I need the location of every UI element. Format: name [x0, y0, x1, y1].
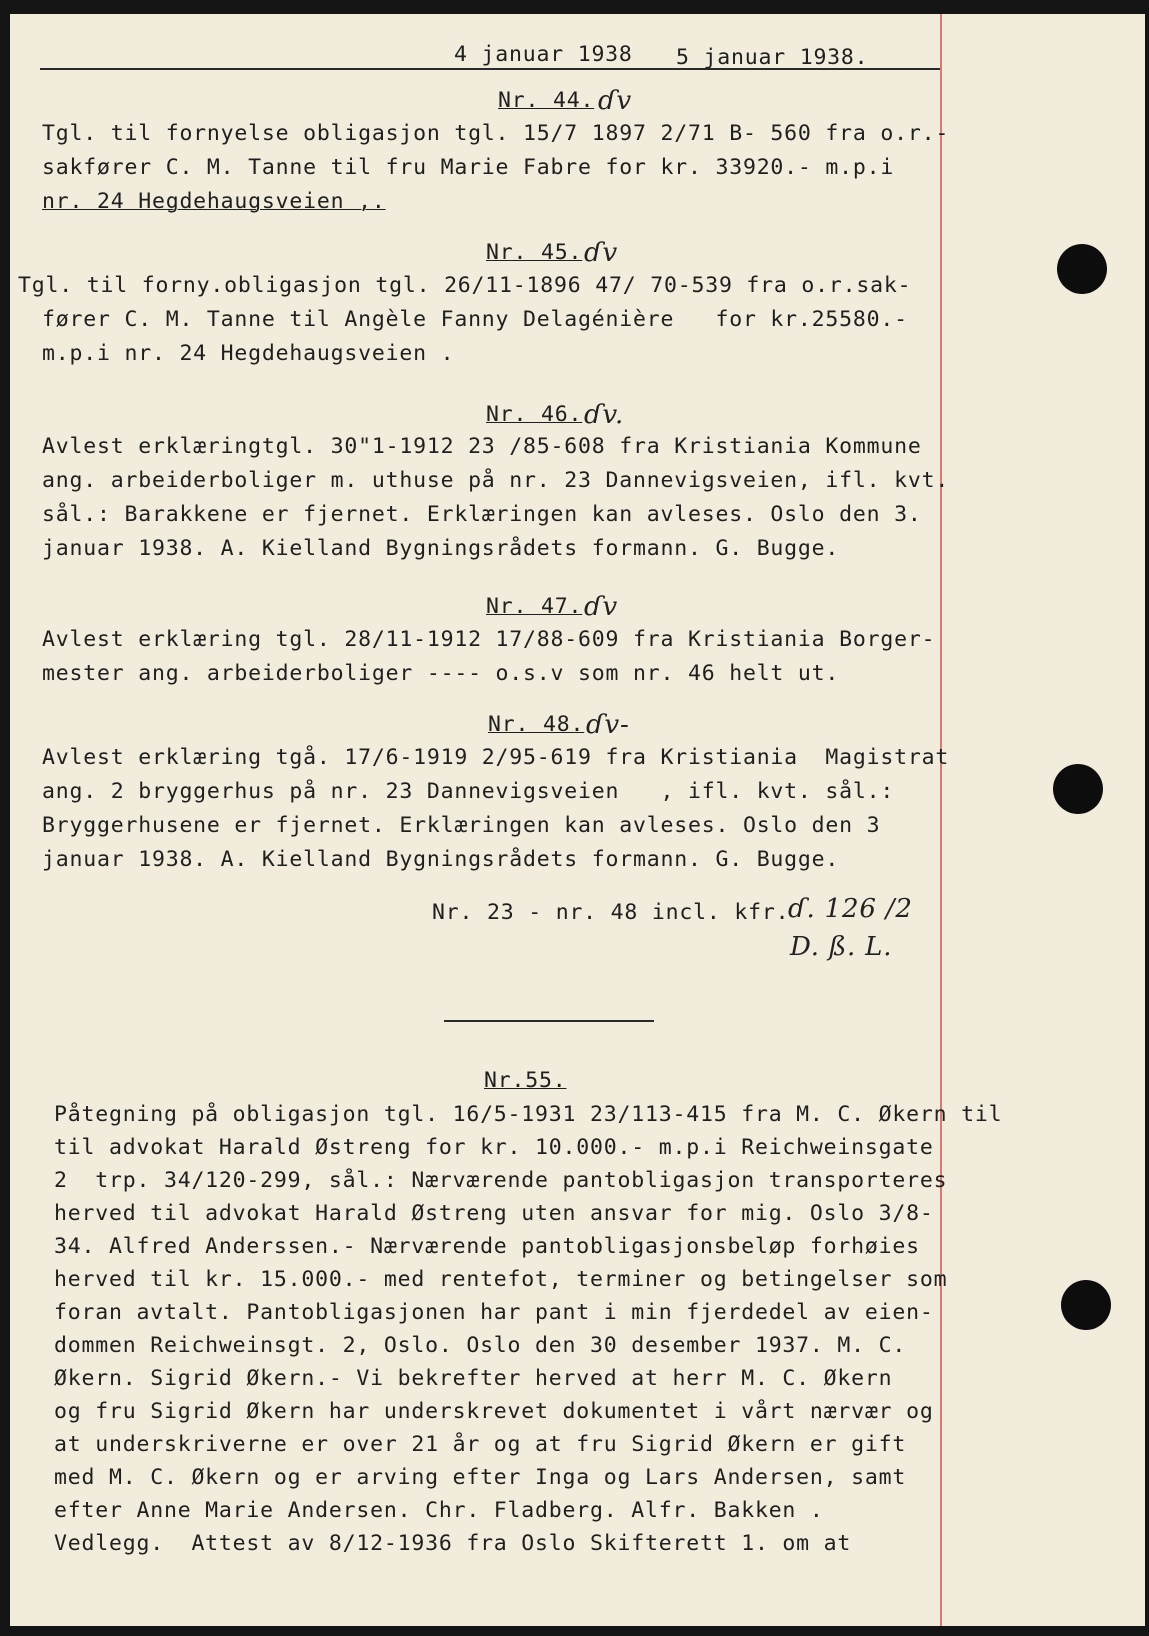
entry-line: m.p.i nr. 24 Hegdehaugsveien . — [42, 341, 455, 366]
initials-mark: ɗv- — [586, 710, 630, 740]
entry-heading: Nr.55. — [484, 1068, 567, 1093]
entry-line: sakfører C. M. Tanne til fru Marie Fabre for kr. 33920.- m.p.i — [42, 155, 895, 180]
entry-line: sål.: Barakkene er fjernet. Erklæringen kan avleses. Oslo den 3. — [42, 502, 922, 527]
header-date-left: 4 januar 1938 — [454, 42, 633, 67]
margin-rule — [940, 14, 942, 1626]
entry-line: Avlest erklæring tgl. 28/11-1912 17/88-609 fra Kristiania Borger- — [42, 627, 936, 652]
entry-heading: Nr. 48. — [488, 712, 585, 737]
entry-line: og fru Sigrid Økern har underskrevet dokumentet i vårt nærvær og — [54, 1399, 934, 1424]
entry-line: foran avtalt. Pantobligasjonen har pant i min fjerdedel av eien- — [54, 1300, 934, 1325]
entry-line: mester ang. arbeiderboliger ---- o.s.v som nr. 46 helt ut. — [42, 661, 840, 686]
binder-hole-top — [1057, 244, 1107, 294]
header-rule — [40, 68, 120, 70]
initials-mark: ɗv. — [584, 400, 625, 430]
ledger-page — [10, 14, 1145, 1626]
entry-line: Bryggerhusene er fjernet. Erklæringen kan avleses. Oslo den 3 — [42, 813, 881, 838]
binder-hole-bottom — [1061, 1280, 1111, 1330]
entry-line: nr. 24 Hegdehaugsveien ,. — [42, 189, 386, 214]
entry-line: Avlest erklæringtgl. 30"1-1912 23 /85-608 fra Kristiania Kommune — [42, 434, 922, 459]
entry-line: januar 1938. A. Kielland Bygningsrådets formann. G. Bugge. — [42, 847, 840, 872]
binder-hole-middle — [1053, 764, 1103, 814]
initials-mark: ɗv — [584, 592, 619, 622]
entry-line: fører C. M. Tanne til Angèle Fanny Delagénière for kr.25580.- — [42, 307, 908, 332]
entry-line: 34. Alfred Anderssen.- Nærværende pantobligasjonsbeløp forhøies — [54, 1234, 920, 1259]
entry-line: efter Anne Marie Andersen. Chr. Fladberg. Alfr. Bakken . — [54, 1498, 824, 1523]
entry-line: Avlest erklæring tgå. 17/6-1919 2/95-619 fra Kristiania Magistrat — [42, 745, 950, 770]
entry-line: Tgl. til forny.obligasjon tgl. 26/11-1896 47/ 70-539 fra o.r.sak- — [18, 273, 912, 298]
section-divider — [444, 1020, 654, 1022]
entry-line: Vedlegg. Attest av 8/12-1936 fra Oslo Skifterett 1. om at — [54, 1531, 852, 1556]
entry-line: Påtegning på obligasjon tgl. 16/5-1931 23/113-415 fra M. C. Økern til — [54, 1102, 1003, 1127]
handwritten-reference: ɗ. 126 /2 — [788, 894, 913, 924]
entry-line: herved til advokat Harald Østreng uten ansvar for mig. Oslo 3/8- — [54, 1201, 934, 1226]
entry-line: Økern. Sigrid Økern.- Vi bekrefter herved at herr M. C. Økern — [54, 1366, 893, 1391]
entry-heading: Nr. 45. — [486, 240, 583, 265]
initials-mark: ɗv — [584, 238, 619, 268]
entry-line: dommen Reichweinsgt. 2, Oslo. Oslo den 30 desember 1937. M. C. — [54, 1333, 907, 1358]
entry-line: ang. 2 bryggerhus på nr. 23 Dannevigsveien , ifl. kvt. sål.: — [42, 779, 895, 804]
entry-line: 2 trp. 34/120-299, sål.: Nærværende pantobligasjon transporteres — [54, 1168, 948, 1193]
handwritten-initials: D. ß. L. — [790, 932, 893, 962]
entry-line: til advokat Harald Østreng for kr. 10.000.- m.p.i Reichweinsgate — [54, 1135, 934, 1160]
entry-line: Tgl. til fornyelse obligasjon tgl. 15/7 1897 2/71 B- 560 fra o.r.- — [42, 121, 950, 146]
entry-heading: Nr. 44. — [498, 88, 595, 113]
entry-heading: Nr. 47. — [486, 594, 583, 619]
header-date-right: 5 januar 1938. — [676, 45, 869, 70]
entry-line: januar 1938. A. Kielland Bygningsrådets formann. G. Bugge. — [42, 536, 840, 561]
initials-mark: ɗv — [598, 86, 633, 116]
entry-heading: Nr. 46. — [486, 402, 583, 427]
entry-line: at underskriverne er over 21 år og at fru Sigrid Økern er gift — [54, 1432, 907, 1457]
incl-reference: Nr. 23 - nr. 48 incl. kfr. — [432, 900, 790, 925]
entry-line: ang. arbeiderboliger m. uthuse på nr. 23 Dannevigsveien, ifl. kvt. — [42, 468, 950, 493]
entry-line: herved til kr. 15.000.- med rentefot, terminer og betingelser som — [54, 1267, 948, 1292]
entry-line: med M. C. Økern og er arving efter Inga og Lars Andersen, samt — [54, 1465, 907, 1490]
